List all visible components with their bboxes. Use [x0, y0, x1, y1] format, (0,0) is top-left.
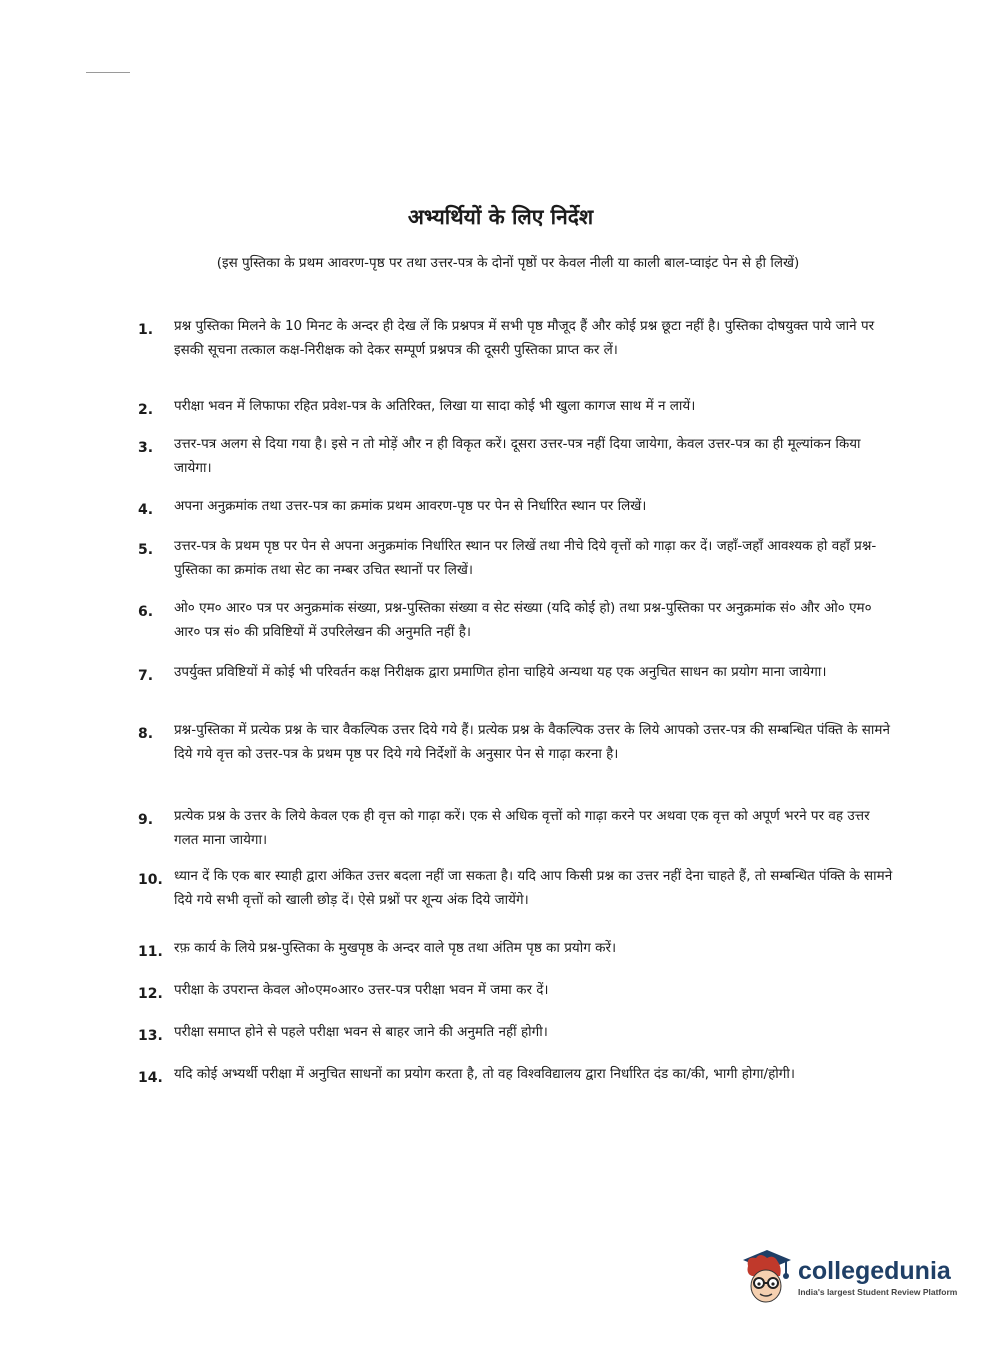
- instruction-number: 14.: [138, 1070, 163, 1086]
- page-title: अभ्यर्थियों के लिए निर्देश: [407, 205, 594, 229]
- page-subtitle: (इस पुस्तिका के प्रथम आवरण-पृष्ठ पर तथा उत्तर-पत्र के दोनों पृष्ठों पर केवल नीली या काली बाल-प्वाइंट पेन से ही लिखें): [216, 255, 800, 271]
- collegedunia-watermark: [742, 1248, 957, 1306]
- instruction-text: ओ० एम० आर० पत्र पर अनुक्रमांक संख्या, प्रश्न-पुस्तिका संख्या व सेट संख्या (यदि कोई हो) तथा प्रश्न-पुस्तिका पर अनुक्रमांक सं० और ओ० एम० आर० पत्र सं० की प्रविष्टियों में उपरिलेखन की अनुमति नहीं है।: [174, 600, 872, 640]
- instruction-item: [138, 1062, 898, 1086]
- instruction-item: [138, 432, 898, 480]
- instruction-item: [138, 534, 898, 582]
- top-rule: [86, 72, 130, 73]
- instruction-text: उपर्युक्त प्रविष्टियों में कोई भी परिवर्तन कक्ष निरीक्षक द्वारा प्रमाणित होना चाहिये अन्यथा यह एक अनुचित साधन का प्रयोग माना जायेगा।: [174, 664, 827, 680]
- instruction-number: 5.: [138, 542, 154, 558]
- instruction-number: 7.: [138, 668, 154, 684]
- instruction-item: [138, 314, 898, 362]
- instruction-number: 8.: [138, 726, 154, 742]
- instruction-number: 3.: [138, 440, 154, 456]
- instruction-item: [138, 936, 898, 960]
- mascot-icon: [742, 1248, 792, 1306]
- instruction-number: 2.: [138, 402, 154, 418]
- instruction-item: [138, 1020, 898, 1044]
- instruction-item: [138, 718, 898, 766]
- instruction-number: 10.: [138, 872, 163, 888]
- instruction-text: उत्तर-पत्र अलग से दिया गया है। इसे न तो मोड़ें और न ही विकृत करें। दूसरा उत्तर-पत्र नहीं दिया जायेगा, केवल उत्तर-पत्र का ही मूल्यांकन किया जायेगा।: [174, 436, 861, 476]
- instruction-item: [138, 394, 898, 418]
- instruction-item: [138, 978, 898, 1002]
- instruction-item: [138, 804, 898, 852]
- instruction-number: 1.: [138, 322, 154, 338]
- instruction-text: प्रश्न पुस्तिका मिलने के 10 मिनट के अन्दर ही देख लें कि प्रश्नपत्र में सभी पृष्ठ मौजूद हैं और कोई प्रश्न छूटा नहीं है। पुस्तिका दोषयुक्त पाये जाने पर इसकी सूचना तत्काल कक्ष-निरीक्षक को देकर सम्पूर्ण प्रश्नपत्र की दूसरी पुस्तिका प्राप्त कर लें।: [174, 318, 875, 358]
- instruction-item: [138, 660, 898, 684]
- instruction-number: 13.: [138, 1028, 163, 1044]
- instruction-text: ध्यान दें कि एक बार स्याही द्वारा अंकित उत्तर बदला नहीं जा सकता है। यदि आप किसी प्रश्न का उत्तर नहीं देना चाहते हैं, तो सम्बन्धित पंक्ति के सामने दिये गये सभी वृत्तों को खाली छोड़ दें। ऐसे प्रश्नों पर शून्य अंक दिये जायेंगे।: [174, 868, 893, 908]
- instruction-number: 12.: [138, 986, 163, 1002]
- instruction-number: 4.: [138, 502, 154, 518]
- instruction-text: परीक्षा के उपरान्त केवल ओ०एम०आर० उत्तर-पत्र परीक्षा भवन में जमा कर दें।: [174, 982, 549, 998]
- instruction-text: परीक्षा समाप्त होने से पहले परीक्षा भवन से बाहर जाने की अनुमति नहीं होगी।: [174, 1024, 548, 1040]
- instruction-text: परीक्षा भवन में लिफाफा रहित प्रवेश-पत्र के अतिरिक्त, लिखा या सादा कोई भी खुला कागज साथ में न लायें।: [174, 398, 696, 414]
- instruction-number: 11.: [138, 944, 163, 960]
- instruction-number: 6.: [138, 604, 154, 620]
- instruction-text: अपना अनुक्रमांक तथा उत्तर-पत्र का क्रमांक प्रथम आवरण-पृष्ठ पर पेन से निर्धारित स्थान पर लिखें।: [174, 498, 647, 514]
- instruction-text: रफ़ कार्य के लिये प्रश्न-पुस्तिका के मुखपृष्ठ के अन्दर वाले पृष्ठ तथा अंतिम पृष्ठ का प्रयोग करें।: [174, 940, 617, 956]
- brand-tagline: India's largest Student Review Platform: [798, 1287, 958, 1297]
- instruction-number: 9.: [138, 812, 154, 828]
- instruction-text: यदि कोई अभ्यर्थी परीक्षा में अनुचित साधनों का प्रयोग करता है, तो वह विश्वविद्यालय द्वारा निर्धारित दंड का/की, भागी होगा/होगी।: [174, 1066, 795, 1082]
- instruction-text: उत्तर-पत्र के प्रथम पृष्ठ पर पेन से अपना अनुक्रमांक निर्धारित स्थान पर लिखें तथा नीचे दिये वृत्तों को गाढ़ा कर दें। जहाँ-जहाँ आवश्यक हो वहाँ प्रश्न-पुस्तिका का क्रमांक तथा सेट का नम्बर उचित स्थानों पर लिखें।: [174, 538, 877, 578]
- brand-name: collegedunia: [798, 1257, 951, 1285]
- instruction-text: प्रत्येक प्रश्न के उत्तर के लिये केवल एक ही वृत्त को गाढ़ा करें। एक से अधिक वृत्तों को गाढ़ा करने पर अथवा एक वृत्त को अपूर्ण भरने पर वह उत्तर गलत माना जायेगा।: [174, 808, 870, 848]
- instruction-item: [138, 864, 898, 912]
- instruction-text: प्रश्न-पुस्तिका में प्रत्येक प्रश्न के चार वैकल्पिक उत्तर दिये गये हैं। प्रत्येक प्रश्न के वैकल्पिक उत्तर के लिये आपको उत्तर-पत्र की सम्बन्धित पंक्ति के सामने दिये गये वृत्त को उत्तर-पत्र के प्रथम पृष्ठ पर दिये गये निर्देशों के अनुसार पेन से गाढ़ा करना है।: [174, 722, 890, 762]
- instruction-item: [138, 494, 898, 518]
- instruction-item: [138, 596, 898, 644]
